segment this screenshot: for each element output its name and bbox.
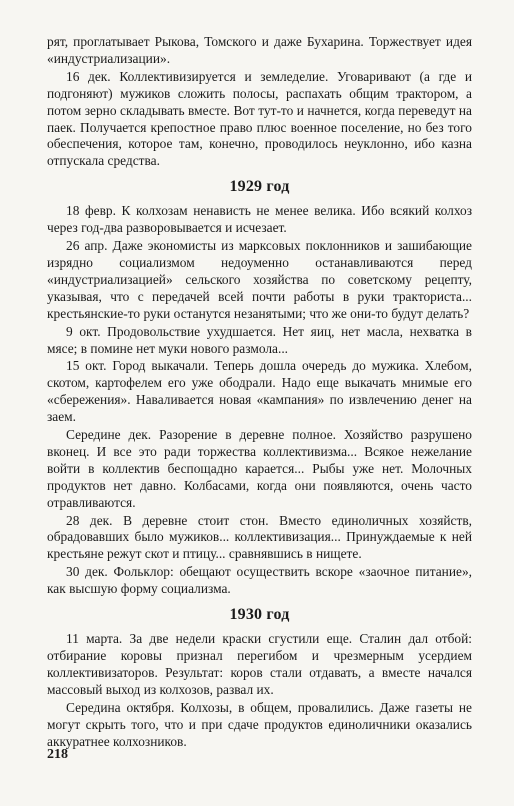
paragraph-9-oct: 9 окт. Продовольствие ухудшается. Нет яиц, нет масла, нехватка в мясе; в помине нет муки нового размола...: [47, 323, 472, 356]
book-page: [47, 34, 472, 751]
year-heading-1930: 1930 год: [229, 606, 290, 624]
paragraph-15-oct: 15 окт. Город выкачали. Теперь дошла очередь до мужика. Хлебом, скотом, картофелем его уже ободрали. Надо еще выкачать мнимые его «сбережения». Наваливается новая «кампания» по извлечению денег на заем.: [47, 358, 472, 425]
paragraph-11-march: 11 марта. За две недели краски сгустили еще. Сталин дал отбой: отбирание коровы признал перегибом и чрезмерным усердием коллективизаторов. Результат: коров стали отдавать, а вместе начался массовый выход из колхозов, развал их.: [47, 631, 472, 697]
paragraph-mid-dec: Середине дек. Разорение в деревне полное. Хозяйство разрушено вконец. И все это ради торжества коллективизма... Всякое нежелание войти в коллектив беспощадно карается... Рыбы уже нет. Молочных продуктов нет давно. Колбасами, когда они появляются, очень часто отравливаются.: [47, 427, 472, 510]
paragraph-28-dec: 28 дек. В деревне стоит стон. Вместо единоличных хозяйств, обрадовавших было мужиков... коллективизация... Принуждаемые к ней крестьяне режут скот и птицу... сравнявшись в нищете.: [47, 512, 472, 562]
paragraph-continuation: рят, проглатывает Рыкова, Томского и даже Бухарина. Торжествует идея «индустриализации».: [47, 34, 472, 66]
paragraph-18-feb: 18 февр. К колхозам ненависть не менее велика. Ибо всякий колхоз через год-два разворовывается и исчезает.: [47, 203, 472, 236]
paragraph-30-dec: 30 дек. Фольклор: обещают осуществить вскоре «заочное питание», как высшую форму социализма.: [47, 564, 472, 597]
year-heading-1929: 1929 год: [229, 178, 290, 196]
paragraph-mid-october: Середина октября. Колхозы, в общем, провалились. Даже газеты не могут скрыть того, что и при сдаче продуктов единоличники оказались аккуратнее колхозников.: [47, 699, 472, 749]
page-number: 218: [47, 747, 68, 762]
paragraph-16-dec: 16 дек. Коллективизируется и земледелие. Уговаривают (а где и подгоняют) мужиков сложить полосы, распахать общим трактором, а потом зерно складывать вместе. Вот тут-то и начнется, когда переведут на паек. Получается крепостное право плюс военное поселение, но без того обеспечения, которое там, конечно, проводилось неуклонно, ибо казна отпускала средства.: [47, 68, 472, 169]
paragraph-26-apr: 26 апр. Даже экономисты из марксовых поклонников и зашибающие изрядно социализмом недоуменно останавливаются перед «индустриализацией» сельского хозяйства по советскому рецепту, указывая, что с передачей всей почти работы в руки тракториста... крестьянские-то руки останутся незанятыми; что же они-то будут делать?: [47, 238, 472, 321]
